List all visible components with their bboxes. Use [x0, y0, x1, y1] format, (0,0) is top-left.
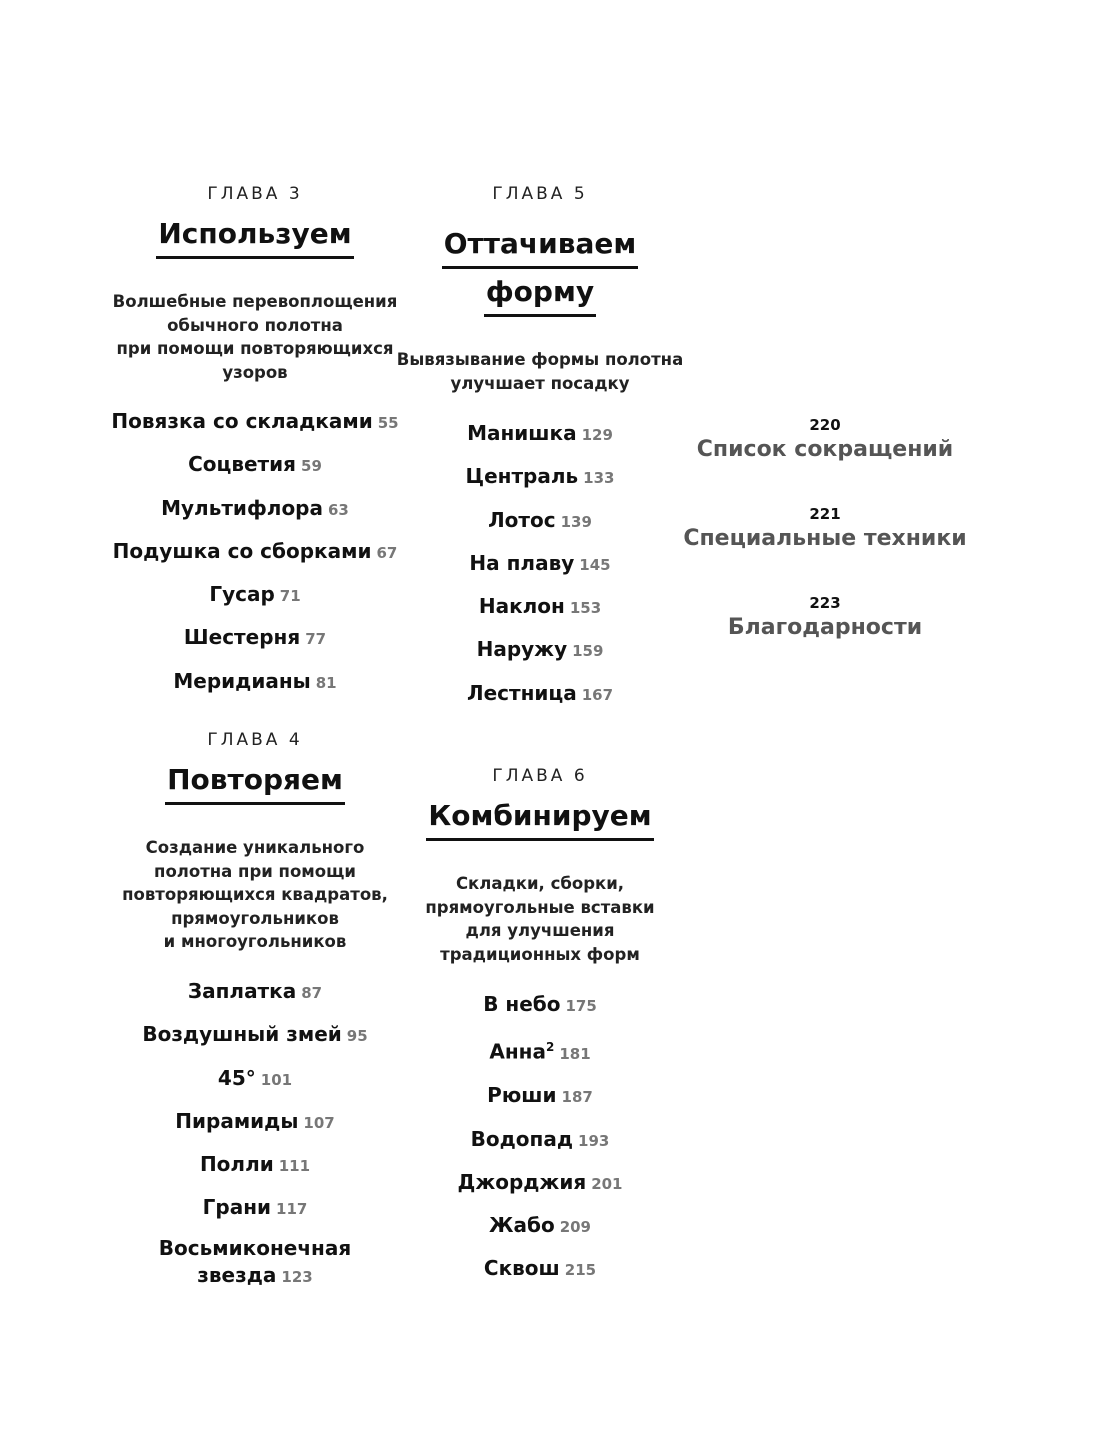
toc-item-title: Водопад	[470, 1126, 574, 1151]
toc-item[interactable]	[100, 1144, 410, 1187]
toc-item-page: 209	[559, 1218, 591, 1237]
toc-item-title: 45°	[217, 1065, 256, 1090]
chapter-title-text: Комбинируем	[426, 796, 653, 841]
toc-item-title: Подушка со сборками	[112, 538, 372, 563]
back-matter	[670, 0, 980, 700]
toc-item[interactable]	[100, 1058, 410, 1101]
chapter-description	[100, 836, 410, 954]
toc-item-title: Лестница	[466, 680, 577, 705]
toc-item[interactable]	[100, 971, 410, 1014]
toc-item-page: 153	[569, 599, 602, 618]
description-line: обычного полотна	[167, 315, 343, 335]
toc-extra-page: 221	[809, 505, 841, 523]
toc-item[interactable]	[385, 1162, 695, 1205]
toc-item-page: 81	[315, 673, 337, 692]
toc-extra-item[interactable]	[670, 504, 980, 554]
description-line: и многоугольников	[163, 932, 347, 951]
toc-item-title: Грани	[202, 1195, 272, 1220]
chapter-label: ГЛАВА 6	[492, 766, 588, 786]
description-line: прямоугольные вставки	[425, 897, 655, 917]
toc-extra-title: Благодарности	[727, 615, 923, 640]
toc-item-title: Наружу	[476, 637, 568, 662]
description-line: повторяющихся квадратов,	[122, 885, 388, 904]
toc-item-title: Воздушный змей	[142, 1022, 342, 1047]
toc-item-page: 145	[579, 555, 611, 574]
toc-item-title: В небо	[483, 992, 561, 1016]
toc-item-title-cont: звезда	[197, 1262, 277, 1287]
toc-item-title: На плаву	[469, 550, 575, 575]
chapter-label: ГЛАВА 3	[207, 184, 303, 204]
toc-item[interactable]	[385, 1248, 695, 1291]
toc-item-title: Шестерня	[183, 625, 301, 650]
superscript: 2	[545, 1040, 555, 1055]
toc-item-title: Анна	[489, 1039, 546, 1064]
toc-item-page: 71	[279, 587, 301, 606]
toc-item-page: 55	[377, 414, 399, 432]
toc-item-page: 175	[565, 997, 597, 1015]
toc-item-title: Наклон	[478, 594, 565, 619]
description-line: улучшает посадку	[450, 373, 630, 393]
toc-item-title: Восьмиконечная	[158, 1235, 352, 1260]
toc-item-page: 129	[581, 426, 613, 444]
description-line: Складки, сборки,	[455, 874, 625, 893]
toc-item-page: 139	[560, 512, 592, 531]
toc-item[interactable]	[100, 1231, 410, 1291]
toc-item-title: Жабо	[489, 1213, 555, 1238]
toc-item-page: 123	[281, 1267, 313, 1286]
toc-item[interactable]	[100, 1014, 410, 1057]
toc-item[interactable]	[385, 1075, 695, 1118]
toc-item-page: 201	[591, 1174, 623, 1193]
chapter-label: ГЛАВА 4	[207, 730, 303, 750]
toc-item-title: Гусар	[209, 582, 275, 607]
toc-item-title: Меридианы	[173, 668, 311, 693]
toc-item-title: Заплатка	[187, 979, 297, 1003]
toc-item-title: Полли	[199, 1152, 274, 1177]
toc-item-page: 181	[559, 1044, 591, 1063]
description-line: при помощи повторяющихся	[116, 339, 394, 358]
toc-item-page: 101	[260, 1070, 293, 1089]
toc-item[interactable]	[385, 984, 695, 1027]
description-line: для улучшения	[465, 921, 615, 940]
description-line: Волшебные перевоплощения	[112, 292, 398, 311]
toc-item-page: 63	[328, 500, 349, 519]
description-line: Вывязывание формы полотна	[396, 350, 684, 369]
toc-item-title: Лотос	[488, 507, 556, 532]
chapter-title	[385, 792, 695, 841]
toc-item-title: Централь	[465, 464, 579, 489]
toc-item-page: 107	[303, 1113, 335, 1132]
toc-item-page: 159	[572, 642, 604, 661]
toc-item-title: Соцветия	[188, 452, 297, 477]
toc-extra-item[interactable]	[670, 415, 980, 465]
toc-item-page: 133	[583, 469, 615, 488]
description-line: традиционных форм	[440, 944, 640, 964]
toc-item-title: Манишка	[467, 421, 577, 445]
toc-extra-item[interactable]	[670, 593, 980, 643]
toc-item-title: Рюши	[487, 1083, 557, 1108]
toc-item-title: Пирамиды	[175, 1108, 299, 1133]
toc-item-page: 187	[561, 1088, 593, 1107]
chapter-title	[100, 756, 410, 805]
chapter-description	[385, 872, 695, 966]
toc-item-title: Мультифлора	[161, 495, 323, 520]
toc-item-page: 193	[578, 1131, 610, 1150]
chapter-title-text: Оттачиваем	[442, 224, 639, 269]
toc-list	[100, 971, 410, 1291]
toc-item-page: 215	[564, 1261, 597, 1280]
toc-item-title: Джорджия	[457, 1169, 587, 1194]
toc-list	[385, 984, 695, 1292]
toc-extra-title: Специальные техники	[683, 526, 967, 551]
chapter-title-text: Используем	[156, 214, 353, 259]
toc-item[interactable]	[385, 1119, 695, 1162]
toc-item-title: Повязка со складками	[111, 409, 373, 433]
description-line: узоров	[222, 362, 288, 382]
toc-item-page: 87	[301, 984, 323, 1002]
description-line: прямоугольников	[171, 908, 339, 928]
toc-item[interactable]	[385, 1205, 695, 1248]
toc-extra-page: 223	[809, 594, 841, 612]
toc-item-page: 167	[581, 685, 614, 704]
toc-item[interactable]	[385, 1027, 695, 1075]
chapter-4	[100, 0, 410, 1300]
toc-item-page: 117	[276, 1200, 308, 1219]
toc-extra-title: Список сокращений	[696, 437, 954, 462]
description-line: полотна при помощи	[154, 861, 356, 881]
toc-extra-page: 220	[809, 416, 841, 434]
chapter-title-text: форму	[484, 272, 596, 317]
toc-item[interactable]	[100, 1187, 410, 1230]
toc-item-page: 67	[376, 543, 398, 562]
toc-item-title: Сквош	[483, 1256, 560, 1281]
toc-item-page: 59	[301, 457, 322, 476]
chapter-title-text: Повторяем	[165, 760, 345, 805]
chapter-6	[385, 0, 695, 1300]
toc-item[interactable]	[100, 1101, 410, 1144]
description-line: Создание уникального	[145, 838, 365, 857]
chapter-label: ГЛАВА 5	[492, 184, 588, 204]
toc-item-page: 111	[278, 1157, 311, 1176]
toc-item-page: 95	[346, 1027, 368, 1046]
toc-item-page: 77	[305, 630, 327, 649]
